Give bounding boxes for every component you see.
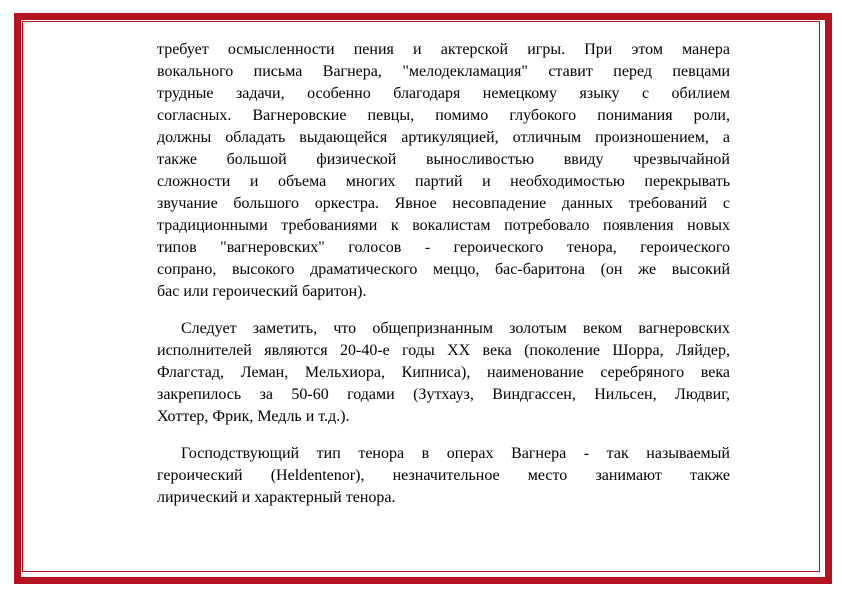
text-line: лирический и характерный тенора. — [157, 489, 396, 506]
text-line: также большой физической выносливостью ввиду чрезвычайной — [157, 151, 730, 168]
text-line: исполнителей являются 20-40-е годы XX века (поколение Шорра, Ляйдер, — [157, 342, 730, 359]
text-line: героический (Heldentenor), незначительное место занимают также — [157, 467, 730, 484]
text-line: звучание большого оркестра. Явное несовпадение данных требований с — [157, 195, 730, 212]
text-line: требует осмысленности пения и актерской игры. При этом манера — [157, 41, 730, 58]
text-line: должны обладать выдающейся артикуляцией, отличным произношением, а — [157, 129, 730, 146]
paragraph-1 — [157, 39, 730, 303]
text-line: типов "вагнеровских" голосов - героического тенора, героического — [157, 239, 730, 256]
text-line: Флагстад, Леман, Мельхиора, Кипниса), наименование серебряного века — [157, 364, 730, 381]
text-line: Следует заметить, что общепризнанным золотым веком вагнеровских — [181, 320, 730, 337]
text-line: сложности и объема многих партий и необходимостью перекрывать — [157, 173, 730, 190]
text-line: Хоттер, Фрик, Медль и т.д.). — [157, 408, 350, 425]
text-line: согласных. Вагнеровские певцы, помимо глубокого понимания роли, — [157, 107, 730, 124]
text-line: трудные задачи, особенно благодаря немецкому языку с обилием — [157, 85, 730, 102]
paragraph-2 — [157, 318, 730, 428]
text-line: закрепилось за 50-60 годами (Зутхауз, Виндгассен, Нильсен, Людвиг, — [157, 386, 730, 403]
document-body-text — [157, 39, 730, 509]
paragraph-3 — [157, 443, 730, 509]
text-line: сопрано, высокого драматического меццо, бас-баритона (он же высокий — [157, 261, 730, 278]
text-line: Господствующий тип тенора в операх Вагнера - так называемый — [181, 445, 730, 462]
text-line: вокального письма Вагнера, "мелодекламация" ставит перед певцами — [157, 63, 730, 80]
text-line: традиционными требованиями к вокалистам потребовало появления новых — [157, 217, 730, 234]
text-line: бас или героический баритон). — [157, 283, 367, 300]
